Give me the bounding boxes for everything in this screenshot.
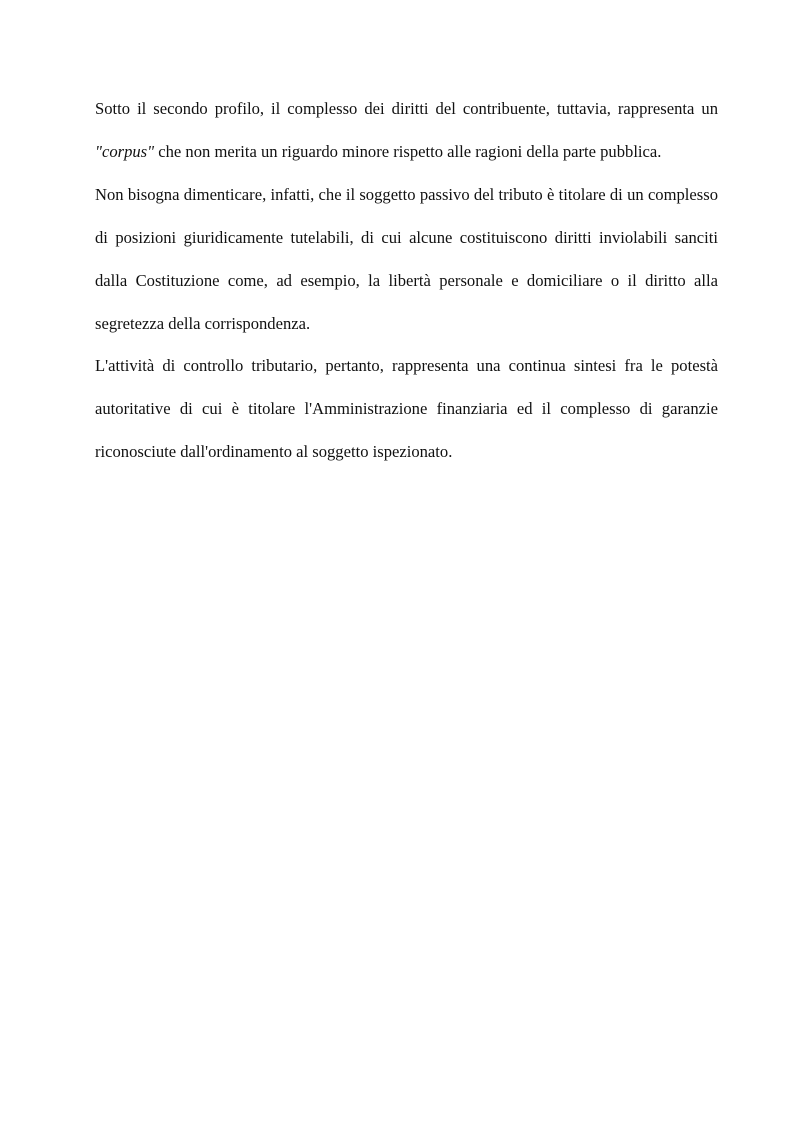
- paragraph-1-text-end: che non merita un riguardo minore rispetto alle ragioni della parte pubblica.: [154, 141, 662, 161]
- document-page: [95, 88, 718, 474]
- paragraph-1: [95, 88, 718, 174]
- paragraph-1-italic-term: "corpus": [95, 141, 155, 161]
- paragraph-3: L'attività di controllo tributario, pertanto, rappresenta una continua sintesi fra le potestà autoritative di cui è titolare l'Amministrazione finanziaria ed il complesso di garanzie riconosciute dall'ordinamento al soggetto ispezionato.: [95, 356, 718, 462]
- paragraph-2: Non bisogna dimenticare, infatti, che il soggetto passivo del tributo è titolare di un complesso di posizioni giuridicamente tutelabili, di cui alcune costituiscono diritti inviolabili sanciti dalla Costituzione come, ad esempio, la libertà personale e domiciliare o il diritto alla segretezza della corrispondenza.: [95, 184, 718, 333]
- paragraph-1-text-start: Sotto il secondo profilo, il complesso dei diritti del contribuente, tuttavia, rappresenta un: [95, 99, 718, 118]
